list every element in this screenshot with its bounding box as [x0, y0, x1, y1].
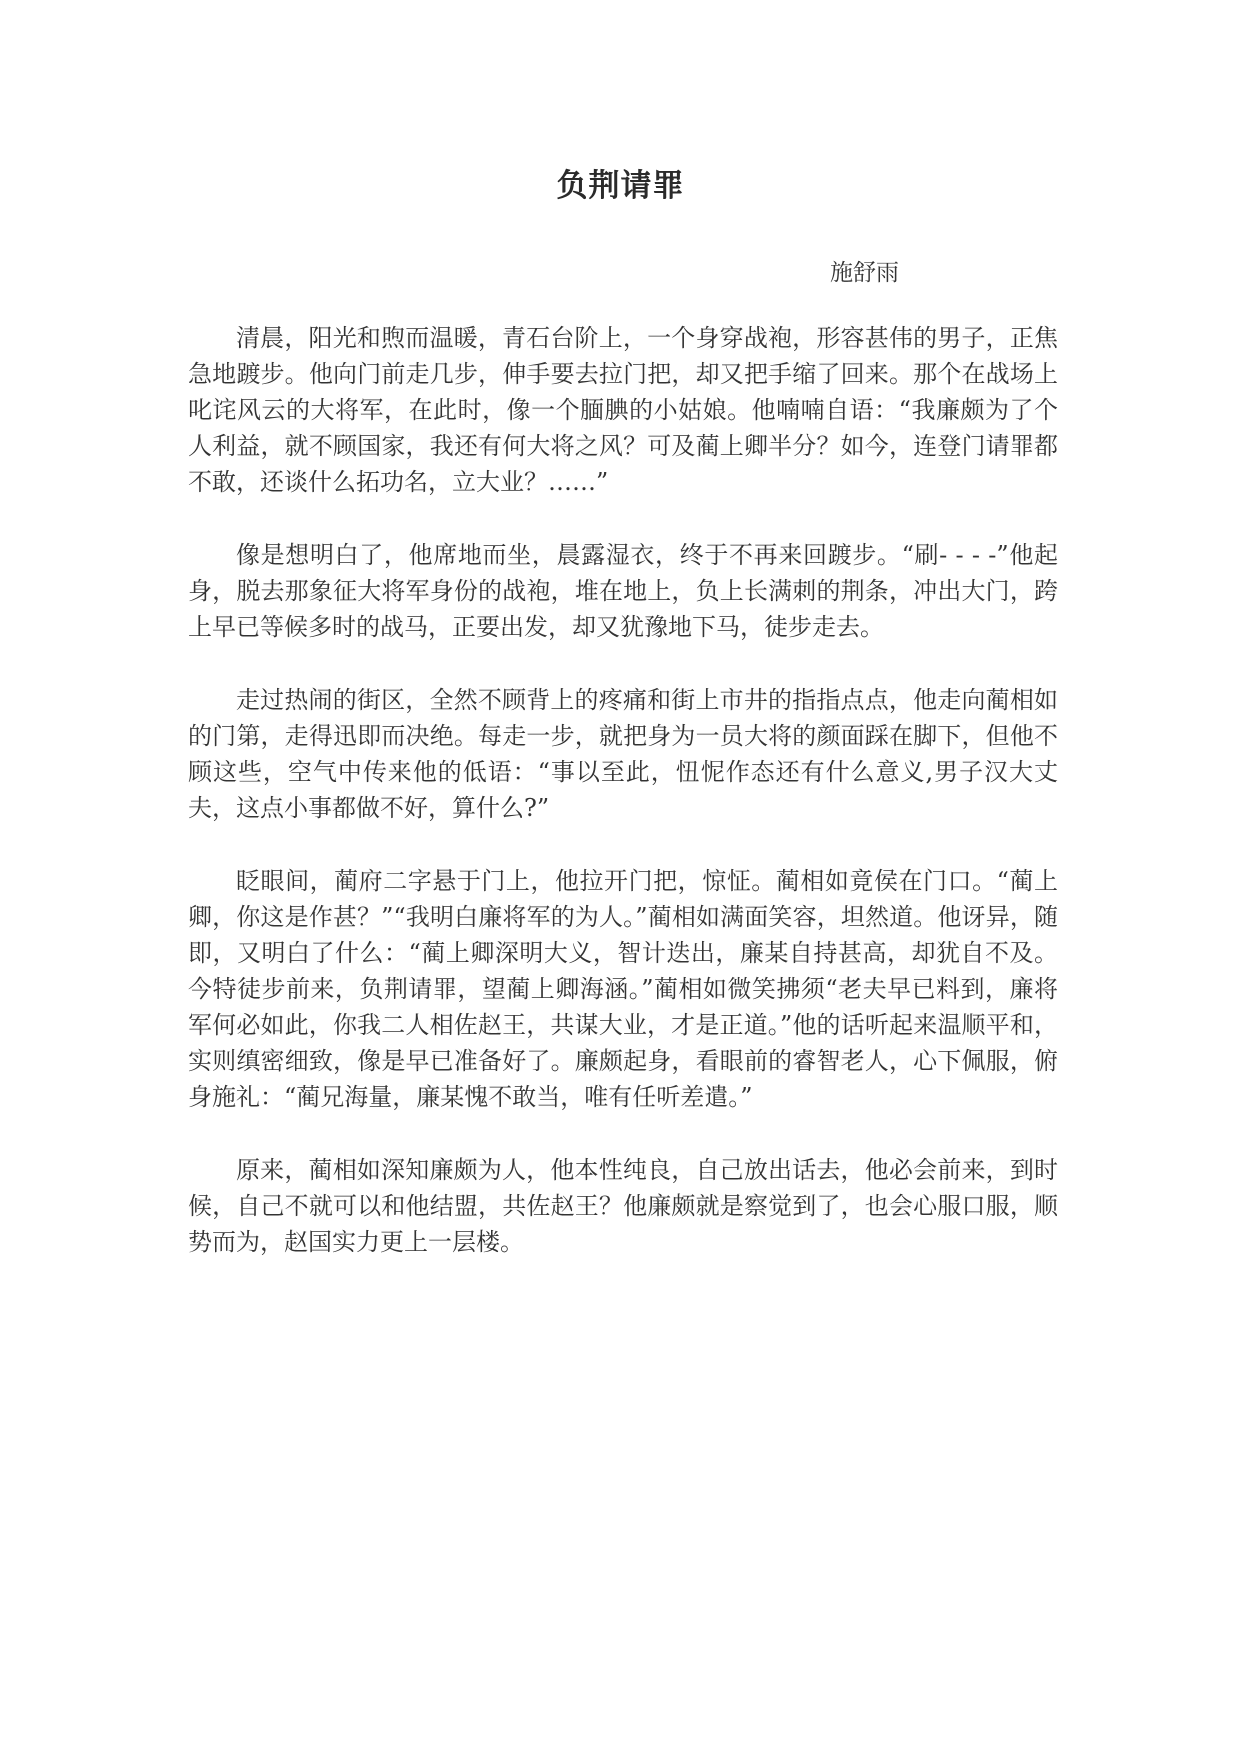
document-body: [188, 320, 1058, 1297]
paragraph-5: 原来，蔺相如深知廉颇为人，他本性纯良，自己放出话去，他必会前来，到时候，自己不就可以和他结盟，共佐赵王？他廉颇就是察觉到了，也会心服口服，顺势而为，赵国实力更上一层楼。: [188, 1156, 1058, 1256]
paragraph-2: 像是想明白了，他席地而坐，晨露湿衣，终于不再来回踱步。“刷- - - -”他起身，脱去那象征大将军身份的战袍，堆在地上，负上长满刺的荆条，冲出大门，跨上早已等候多时的战马，正要出发，却又犹豫地下马，徒步走去。: [188, 541, 1058, 641]
paragraph-1: 清晨，阳光和煦而温暖，青石台阶上，一个身穿战袍，形容甚伟的男子，正焦急地踱步。他向门前走几步，伸手要去拉门把，却又把手缩了回来。那个在战场上叱诧风云的大将军，在此时，像一个腼腆的小姑娘。他喃喃自语：“我廉颇为了个人利益，就不顾国家，我还有何大将之风？可及蔺上卿半分？如今，连登门请罪都不敢，还谈什么拓功名，立大业？……”: [188, 324, 1058, 496]
document-author: 施舒雨: [830, 260, 899, 286]
document-title: 负荆请罪: [556, 168, 685, 204]
paragraph-3: 走过热闹的街区，全然不顾背上的疼痛和街上市井的指指点点，他走向蔺相如的门第，走得迅即而决绝。每走一步，就把身为一员大将的颜面踩在脚下，但他不顾这些，空气中传来他的低语：“事以至此，忸怩作态还有什么意义,男子汉大丈夫，这点小事都做不好，算什么?”: [188, 686, 1058, 822]
paragraph-4: 眨眼间，蔺府二字悬于门上，他拉开门把，惊怔。蔺相如竟侯在门口。“蔺上卿，你这是作甚？”“我明白廉将军的为人。”蔺相如满面笑容，坦然道。他讶异，随即，又明白了什么：“蔺上卿深明大义，智计迭出，廉某自持甚高，却犹自不及。今特徒步前来，负荆请罪，望蔺上卿海涵。”蔺相如微笑拂须“老夫早已料到，廉将军何必如此，你我二人相佐赵王，共谋大业，才是正道。”他的话听起来温顺平和，实则缜密细致，像是早已准备好了。廉颇起身，看眼前的睿智老人，心下佩服，俯身施礼：“蔺兄海量，廉某愧不敢当，唯有任听差遣。”: [188, 867, 1058, 1111]
